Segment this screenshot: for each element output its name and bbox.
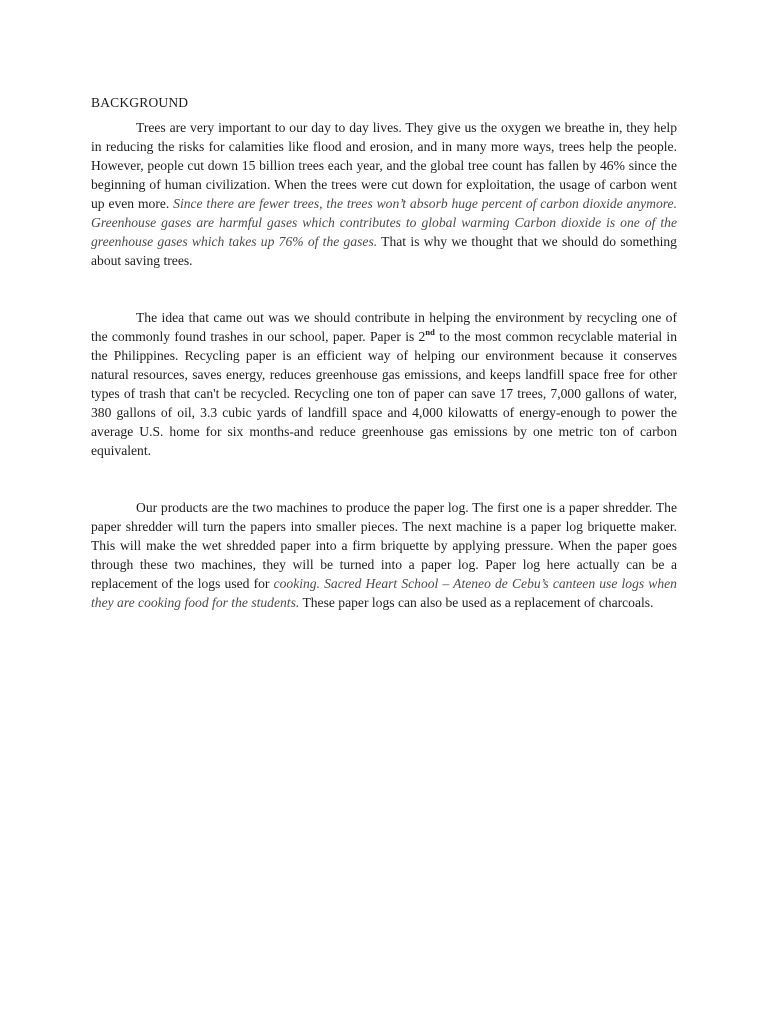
paragraph-products-italic: cooking. Sacred Heart School – Ateneo de Cebu’s canteen use logs when they are cooking food for the students.: [91, 576, 677, 610]
paragraph-recycling-start: The idea that came out was we should contribute in helping the environment by recycling one of the commonly found trashes in our school, paper. Paper is 2: [91, 310, 677, 344]
paragraph-recycling-rest: to the most common recyclable material in the Philippines. Recycling paper is an efficient way of helping our environment because it conserves natural resources, saves energy, reduces greenhouse gas emissions, and keeps landfill space free for other types of trash that can't be recycled. Recycling one ton of paper can save 17 trees, 7,000 gallons of water, 380 gallons of oil, 3.3 cubic yards of landfill space and 4,000 kilowatts of energy-enough to power the average U.S. home for six months-and reduce greenhouse gas emissions by one metric ton of carbon equivalent.: [91, 329, 678, 458]
ordinal-superscript: nd: [425, 327, 435, 337]
paragraph-recycling: [91, 308, 677, 460]
paragraph-products: [91, 498, 677, 612]
document-page: [91, 93, 677, 612]
paragraph-trees-italic: Since there are fewer trees, the trees won’t absorb huge percent of carbon dioxide anymore. Greenhouse gases are harmful gases which contributes to global warming Carbon dioxide is one of the greenhouse gases which takes up 76% of the gases.: [91, 196, 677, 249]
paragraph-trees: [91, 118, 677, 270]
section-heading: BACKGROUND: [91, 95, 189, 110]
paragraph-trees-text: Trees are very important to our day to day lives. They give us the oxygen we breathe in, they help in reducing the risks for calamities like flood and erosion, and in many more ways, trees help the people. However, people cut down 15 billion trees each year, and the global tree count has fallen by 46% since the beginning of human civilization. When the trees were cut down for exploitation, the usage of carbon went up even more.: [91, 120, 677, 211]
paragraph-trees-end: That is why we thought that we should do something about saving trees.: [91, 234, 677, 268]
paragraph-products-text: Our products are the two machines to produce the paper log. The first one is a paper shredder. The paper shredder will turn the papers into smaller pieces. The next machine is a paper log briquette maker. This will make the wet shredded paper into a firm briquette by applying pressure. When the paper goes through these two machines, they will be turned into a paper log. Paper log here actually can be a replacement of the logs used for: [91, 500, 677, 591]
paragraph-products-end: These paper logs can also be used as a replacement of charcoals.: [302, 595, 654, 610]
